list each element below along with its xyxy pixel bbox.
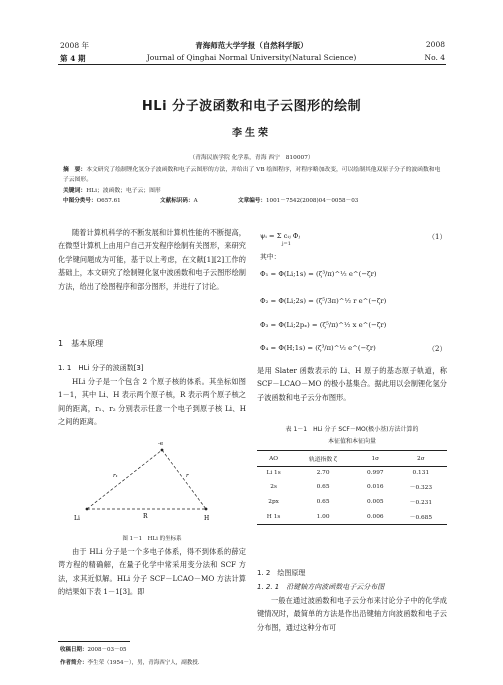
table-cell: H 1s <box>257 509 290 525</box>
section-1-2-heading: 1. 2 绘图原理 <box>257 569 306 577</box>
table-cell: 2.70 <box>316 470 330 476</box>
author-bio-value: 李生荣（1954－），男，青海西宁人，副教授. <box>87 660 200 666</box>
author-name: 李生荣 <box>232 128 271 139</box>
table-cell: 0.016 <box>367 483 384 490</box>
phi-2-equation: Φ₂ = Φ(Li;2s) = (ζ⁵/3π)^½ r e^(−ζr) <box>260 297 387 305</box>
author-bio-label: 作者简介： <box>60 660 88 666</box>
footnote-rule <box>58 641 130 642</box>
author-bio <box>60 658 200 666</box>
page-title: HLi 分子波函数和电子云图形的绘制 <box>141 99 362 114</box>
header-rule <box>58 64 446 65</box>
affiliation: （青海民族学院 化学系，青海 西宁 810007） <box>189 155 314 161</box>
header-year-right: 2008 <box>425 40 445 49</box>
phi-4-equation: Φ₄ = Φ(H;1s) = (ζ³/π)^½ e^(−ζr) <box>260 344 376 352</box>
phi-1-equation: Φ₁ = Φ(Li;1s) = (ζ³/π)^½ e^(−ζr) <box>260 270 377 278</box>
header-issue-right: No. 4 <box>424 53 445 62</box>
article-number-label: 文章编号： <box>238 198 266 204</box>
table-header-cell: AO <box>257 451 290 467</box>
table-header-cell: 1σ <box>356 451 395 467</box>
table-cell: 0.005 <box>367 498 384 505</box>
table-cell: 1.00 <box>290 509 356 525</box>
keywords-text: HLi；波函数；电子云；图形 <box>86 188 161 194</box>
table-cell: 0.997 <box>367 470 384 476</box>
table-header-cell: 轨道指数 ζ <box>290 451 356 467</box>
abstract-label: 摘 要： <box>63 167 87 173</box>
table-cell: －0.323 <box>409 485 433 491</box>
equation-explanation: 是用 Slater 函数表示的 Li、H 原子的基态原子轨道，称 SCF－LCAO－MO 的极小基集合。据此用以会制锂化氢分子波函数和电子云分布图形。 <box>257 366 447 402</box>
r2-label: r <box>186 473 189 479</box>
li-label: Li <box>74 515 80 522</box>
section-1-2-1-heading: 1. 2. 1 沿键轴方向波函数电子云分布图 <box>257 583 385 591</box>
table-cell: 0.65 <box>316 483 330 490</box>
clc-number <box>63 196 121 204</box>
r2-line <box>162 450 206 509</box>
table-cell: －0.231 <box>409 500 433 506</box>
eigen-table <box>257 450 447 525</box>
clc-value: O657.61 <box>96 198 121 204</box>
table-row <box>257 467 447 480</box>
received-label: 收稿日期： <box>60 647 88 653</box>
table-row <box>257 509 447 525</box>
phi-3-equation: Φ₃ = Φ(Li;2pₓ) = (ζ⁵/π)^½ x e^(−ζr) <box>260 321 387 329</box>
equation-1-sum-range: j=1 <box>282 241 291 247</box>
electron-label: -e <box>158 441 164 447</box>
header-year-left: 2008 年 <box>60 41 89 50</box>
journal-name-en: Journal of Qinghai Normal University(Natural Science) <box>146 53 357 62</box>
coordinate-figure <box>58 440 248 530</box>
header-issue-left: 第 4 期 <box>60 54 86 63</box>
section-1-heading: 1 基本原理 <box>58 339 104 348</box>
li-nucleus <box>86 508 89 511</box>
electron-dot <box>161 449 164 452</box>
table-header-cell: 2σ <box>395 451 447 467</box>
table-caption-line2: 本征值和本征向量 <box>327 438 376 445</box>
abstract <box>63 165 443 185</box>
table-cell: 2px <box>268 498 279 505</box>
abstract-text: 本文研究了绘制锂化氢分子波函数和电子云图形的方法，并给出了 VB 绘图程序，对程序略加改变，可以绘制其他双原子分子的波函数和电子云图形。 <box>63 167 441 183</box>
after-figure-text: 由于 HLi 分子是一个多电子体系，得不到体系的薛定谔方程的精确解，在量子化学中常采用变分法和 SCF 方法，求其近似解。HLi 分子 SCF－LCAO－MO 方法计算的结果如下表 1－1[3]。即 <box>58 547 246 597</box>
equation-1: ψᵢ = Σ cᵢⱼ Φⱼ <box>260 232 301 240</box>
keywords <box>63 186 443 196</box>
intro-paragraph: 随着计算机科学的不断发展和计算机性能的不断提高，在微型计算机上由用户自己开发程序绘制有关图形，来研究化学键问题成为可能，基于以上考虑，在文献[1][2]工作的基础上，本文研究了绘制锂化氢中波函数和电子云图形绘制方法，给出了绘图程序和部分图形，并进行了讨论。 <box>58 228 246 291</box>
journal-name-cn: 青海师范大学学报（自然科学版） <box>195 41 308 50</box>
table-row <box>257 479 447 494</box>
section-1-1-heading: 1. 1 HLi 分子的波函数[3] <box>58 364 144 372</box>
clc-label: 中图分类号： <box>63 198 97 204</box>
table-row <box>257 494 447 509</box>
table-cell: 0.006 <box>356 509 395 525</box>
article-number <box>238 196 358 204</box>
table-cell: 2s <box>270 483 277 490</box>
document-code <box>160 196 198 204</box>
table-cell: Li 1s <box>266 470 281 476</box>
equation-1-number: （1） <box>428 233 447 241</box>
section-1-1-text: HLi 分子是一个包含 2 个原子核的体系。其坐标如图 1－1，其中 Li、H 表示两个原子核，R 表示两个原子核之间的距离，r₁、r₂ 分别表示任意一个电子到原子核 Li、H 之间的距离。 <box>58 377 246 427</box>
table-cell: 0.65 <box>316 498 330 505</box>
h-nucleus <box>205 508 208 511</box>
article-number-value: 1001－7542(2008)04－0058－03 <box>265 198 359 204</box>
table-caption-line1: 表 1－1 HLi 分子 SCF－MO(极小基)方法计算的 <box>285 426 419 433</box>
received-date <box>60 645 127 653</box>
equation-2-number: （2） <box>428 345 447 353</box>
h-label: H <box>204 515 210 522</box>
r1-label: r₁ <box>113 473 118 479</box>
table-cell: －0.685 <box>395 509 447 525</box>
table-cell: 0.131 <box>412 470 430 476</box>
r-label: R <box>143 513 148 520</box>
figure-caption: 图 1－1 HLi 的坐标系 <box>122 536 182 542</box>
received-value: 2008－03－05 <box>87 647 127 653</box>
r1-line <box>87 450 162 509</box>
where-label: 其中： <box>260 253 281 261</box>
section-1-2-1-text: 一般在通过波函数和电子云分布来讨论分子中的化学成键情况时，最简单的方法是作出沿键轴方向波函数和电子云分布图，通过这种分布可 <box>257 596 447 632</box>
doc-code-value: A <box>193 198 198 204</box>
keywords-label: 关键词： <box>63 188 87 194</box>
table-header-row <box>257 451 447 467</box>
doc-code-label: 文献标识码： <box>160 198 194 204</box>
